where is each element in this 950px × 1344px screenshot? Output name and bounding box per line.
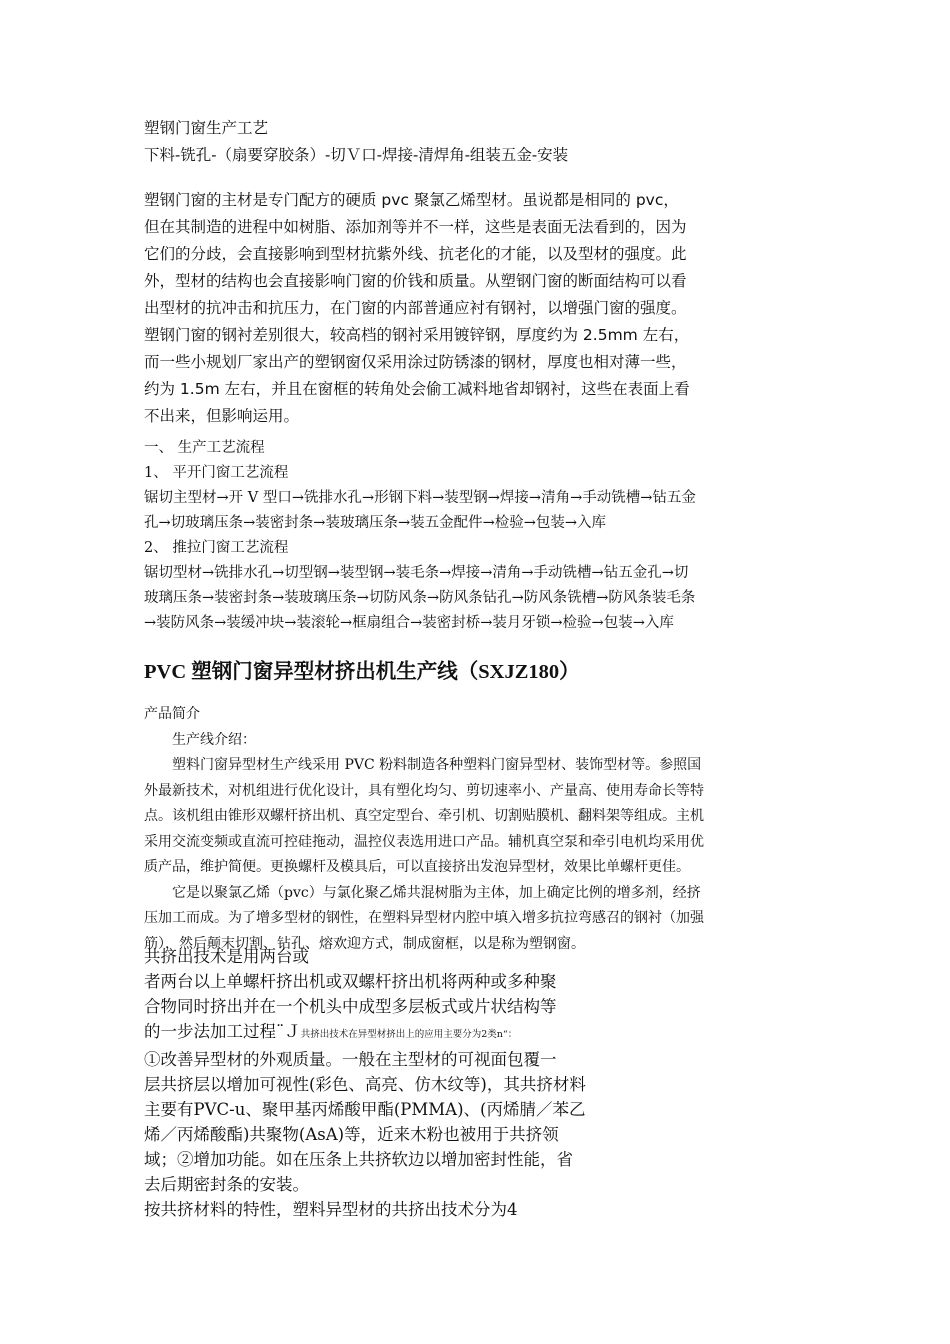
paragraph-line: 它们的分歧，会直接影响到型材抗紫外线、抗老化的才能，以及型材的强度。此 (144, 245, 687, 263)
paragraph-line: 不出来，但影响运用。 (144, 407, 300, 425)
paragraph-line: 主要有PVC-u、聚甲基丙烯酸甲酯(PMMA)、(丙烯腈／苯乙 (144, 1100, 586, 1119)
sliding-heading: 2、 推拉门窗工艺流程 (144, 540, 289, 556)
paragraph-line: 约为 1.5m 左右，并且在窗框的转角处会偷工减料地省却钢衬，这些在表面上看 (144, 380, 690, 398)
paragraph-line: 去后期密封条的安装。 (144, 1175, 309, 1194)
workflow-section (144, 436, 696, 636)
paragraph-line (144, 1019, 586, 1047)
paragraph-line: 压加工而成。为了增多型材的钢性，在塑料异型材内腔中填入增多抗拉弯感召的钢衬（加强 (144, 910, 704, 926)
line-intro-label: 生产线介绍： (172, 731, 256, 748)
paragraph-line: 按共挤材料的特性，塑料异型材的共挤出技术分为4 (144, 1200, 518, 1219)
paragraph-line: 塑料门窗异型材生产线采用 PVC 粉料制造各种塑料门窗异型材、装饰型材等。参照国 (172, 757, 702, 773)
line-small-text: 共挤出技术在异型材挤出上的应用主要分为2类n“： (300, 1029, 518, 1040)
paragraph-line: 者两台以上单螺杆挤出机或双螺杆挤出机将两种或多种聚 (144, 972, 557, 991)
coextrusion-section (144, 944, 586, 1222)
paragraph-line: 外最新技术，对机组进行优化设计，具有塑化均匀、剪切速率小、产量高、使用寿命长等特 (144, 782, 704, 799)
paragraph-line: 筋），然后颠末切割、钻孔、熔欢迎方式，制成窗框，以是称为塑钢窗。 (144, 935, 585, 952)
casement-heading: 1、 平开门窗工艺流程 (144, 465, 289, 481)
paragraph-line: 层共挤层以增加可视性(彩色、高亮、仿木纹等)，其共挤材料 (144, 1075, 586, 1094)
sliding-flow-line: 锯切型材→铣排水孔→切型钢→装型钢→装毛条→焊接→清角→手动铣槽→钻五金孔→切 (144, 565, 689, 581)
paragraph-line: 而一些小规划厂家出产的塑钢窗仅采用涂过防锈漆的钢材，厚度也相对薄一些， (144, 353, 687, 371)
paragraph-line: 它是以聚氯乙烯（pvc）与氯化聚乙烯共混树脂为主体，加上确定比例的增多剂，经挤 (172, 884, 701, 901)
line-main-text: 的一步法加工过程¨Ｊ (144, 1022, 301, 1041)
casement-flow-line: 孔→切玻璃压条→装密封条→装玻璃压条→装五金配件→检验→包装→入库 (144, 515, 607, 531)
paragraph-line: 共挤出技术是用两台或 (144, 947, 309, 966)
paragraph-line: 合物同时挤出并在一个机头中成型多层板式或片状结构等 (144, 997, 557, 1016)
paragraph-line: 点。该机组由锥形双螺杆挤出机、真空定型台、牵引机、切割贴膜机、翻料架等组成。主机 (144, 808, 704, 824)
product-title: PVC 塑钢门窗异型材挤出机生产线（SXJZ180） (144, 661, 580, 683)
paragraph-line: 质产品，维护简便。更换螺杆及模具后，可以直接挤出发泡异型材，效果比单螺杆更佳。 (144, 859, 690, 875)
paragraph-line: 域；②增加功能。如在压条上共挤软边以增加密封性能，省 (144, 1150, 573, 1169)
product-section (144, 702, 704, 957)
process-title: 塑钢门窗生产工艺 (144, 119, 269, 137)
section-title (144, 115, 568, 169)
paragraph-line: 烯／丙烯酸酯)共聚物(AsA)等，近来木粉也被用于共挤领 (144, 1125, 559, 1144)
paragraph-line: 出型材的抗冲击和抗压力，在门窗的内部普通应衬有钢衬，以增强门窗的强度。 (144, 299, 687, 317)
casement-flow-line: 锯切主型材→开 V 型口→铣排水孔→形钢下料→装型钢→焊接→清角→手动铣槽→钻五金 (144, 490, 696, 506)
paragraph-line: 塑钢门窗的钢衬差别很大，较高档的钢衬采用镀锌钢，厚度约为 2.5mm 左右， (144, 326, 690, 344)
sliding-flow-line: →装防风条→装缓冲块→装滚轮→框扇组合→装密封桥→装月牙锁→检验→包装→入库 (144, 615, 674, 631)
process-summary: 下料-铣孔-（扇要穿胶条）-切Ｖ口-焊接-清焊角-组装五金-安装 (144, 146, 569, 164)
intro-paragraph (144, 187, 690, 430)
workflow-heading: 一、 生产工艺流程 (144, 440, 265, 456)
product-intro-label: 产品简介 (144, 706, 200, 722)
paragraph-line: 采用交流变频或直流可控硅拖动，温控仪表选用进口产品。辅机真空泵和牵引电机均采用优 (144, 833, 704, 850)
paragraph-line: 塑钢门窗的主材是专门配方的硬质 pvc 聚氯乙烯型材。虽说都是相同的 pvc， (144, 191, 679, 209)
paragraph-line: 外，型材的结构也会直接影响门窗的价钱和质量。从塑钢门窗的断面结构可以看 (144, 272, 687, 290)
sliding-flow-line: 玻璃压条→装密封条→装玻璃压条→切防风条→防风条钻孔→防风条铣槽→防风条装毛条 (144, 590, 696, 606)
paragraph-line: ①改善异型材的外观质量。一般在主型材的可视面包覆一 (144, 1050, 557, 1069)
paragraph-line: 但在其制造的进程中如树脂、添加剂等并不一样，这些是表面无法看到的，因为 (144, 218, 687, 236)
